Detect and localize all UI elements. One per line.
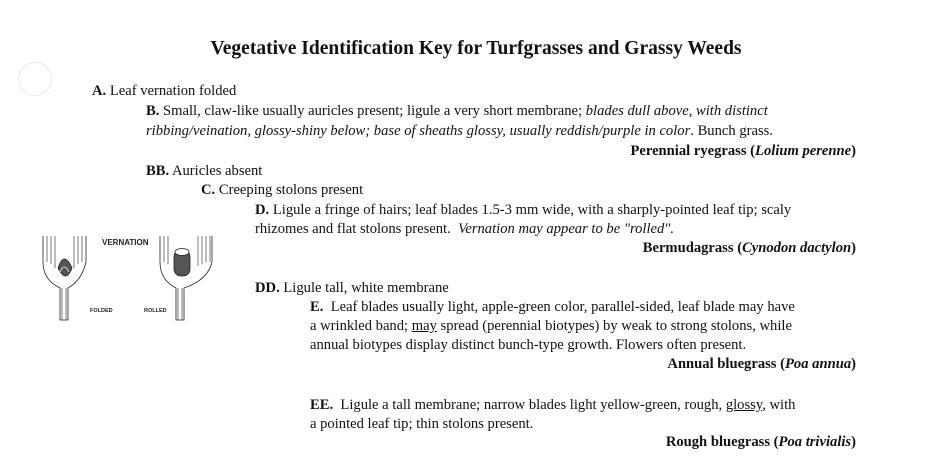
vernation-illustration bbox=[38, 228, 218, 328]
key-item-c: C. Creeping stolons present bbox=[201, 182, 364, 198]
key-item-d-line2: rhizomes and flat stolons present. Vernation may appear to be "rolled". bbox=[255, 221, 675, 237]
key-item-e-line1: E. Leaf blades usually light, apple-green color, parallel-sided, leaf blade may have bbox=[310, 299, 795, 315]
punch-hole-mark bbox=[18, 62, 52, 96]
vernation-label: VERNATION bbox=[102, 238, 149, 247]
key-item-a: A. Leaf vernation folded bbox=[92, 83, 237, 99]
rolled-vernation-drawing bbox=[160, 236, 212, 320]
key-item-b-line1: B. Small, claw-like usually auricles present; ligule a very short membrane; blades dull above, with distinct bbox=[146, 103, 768, 119]
key-item-bb: BB. Auricles absent bbox=[146, 163, 263, 179]
key-item-ee-line2: a pointed leaf tip; thin stolons present. bbox=[310, 416, 534, 432]
key-item-e-line3: annual biotypes display distinct bunch-type growth. Flowers often present. bbox=[310, 337, 747, 353]
key-item-e-line2: a wrinkled band; may spread (perennial biotypes) by weak to strong stolons, while bbox=[310, 318, 792, 334]
key-item-d-line1: D. Ligule a fringe of hairs; leaf blades 1.5-3 mm wide, with a sharply-pointed leaf tip; scaly bbox=[255, 202, 792, 218]
key-item-dd: DD. Ligule tall, white membrane bbox=[255, 280, 449, 296]
key-item-ee-line1: EE. Ligule a tall membrane; narrow blades light yellow-green, rough, glossy, with bbox=[310, 397, 796, 413]
species-annual-bluegrass: Annual bluegrass (Poa annua) bbox=[667, 356, 856, 372]
species-rough-bluegrass: Rough bluegrass (Poa trivialis) bbox=[665, 434, 856, 450]
page-title: Vegetative Identification Key for Turfgrasses and Grassy Weeds bbox=[210, 38, 742, 59]
species-bermudagrass: Bermudagrass (Cynodon dactylon) bbox=[642, 240, 856, 256]
species-perennial-ryegrass: Perennial ryegrass (Lolium perenne) bbox=[630, 143, 856, 159]
folded-vernation-drawing bbox=[43, 236, 86, 320]
key-item-b-line2: ribbing/veination, glossy-shiny below; base of sheaths glossy, usually reddish/purple in color. Bunch grass. bbox=[146, 123, 773, 139]
rolled-label: ROLLED bbox=[144, 308, 167, 314]
folded-label: FOLDED bbox=[90, 308, 113, 314]
